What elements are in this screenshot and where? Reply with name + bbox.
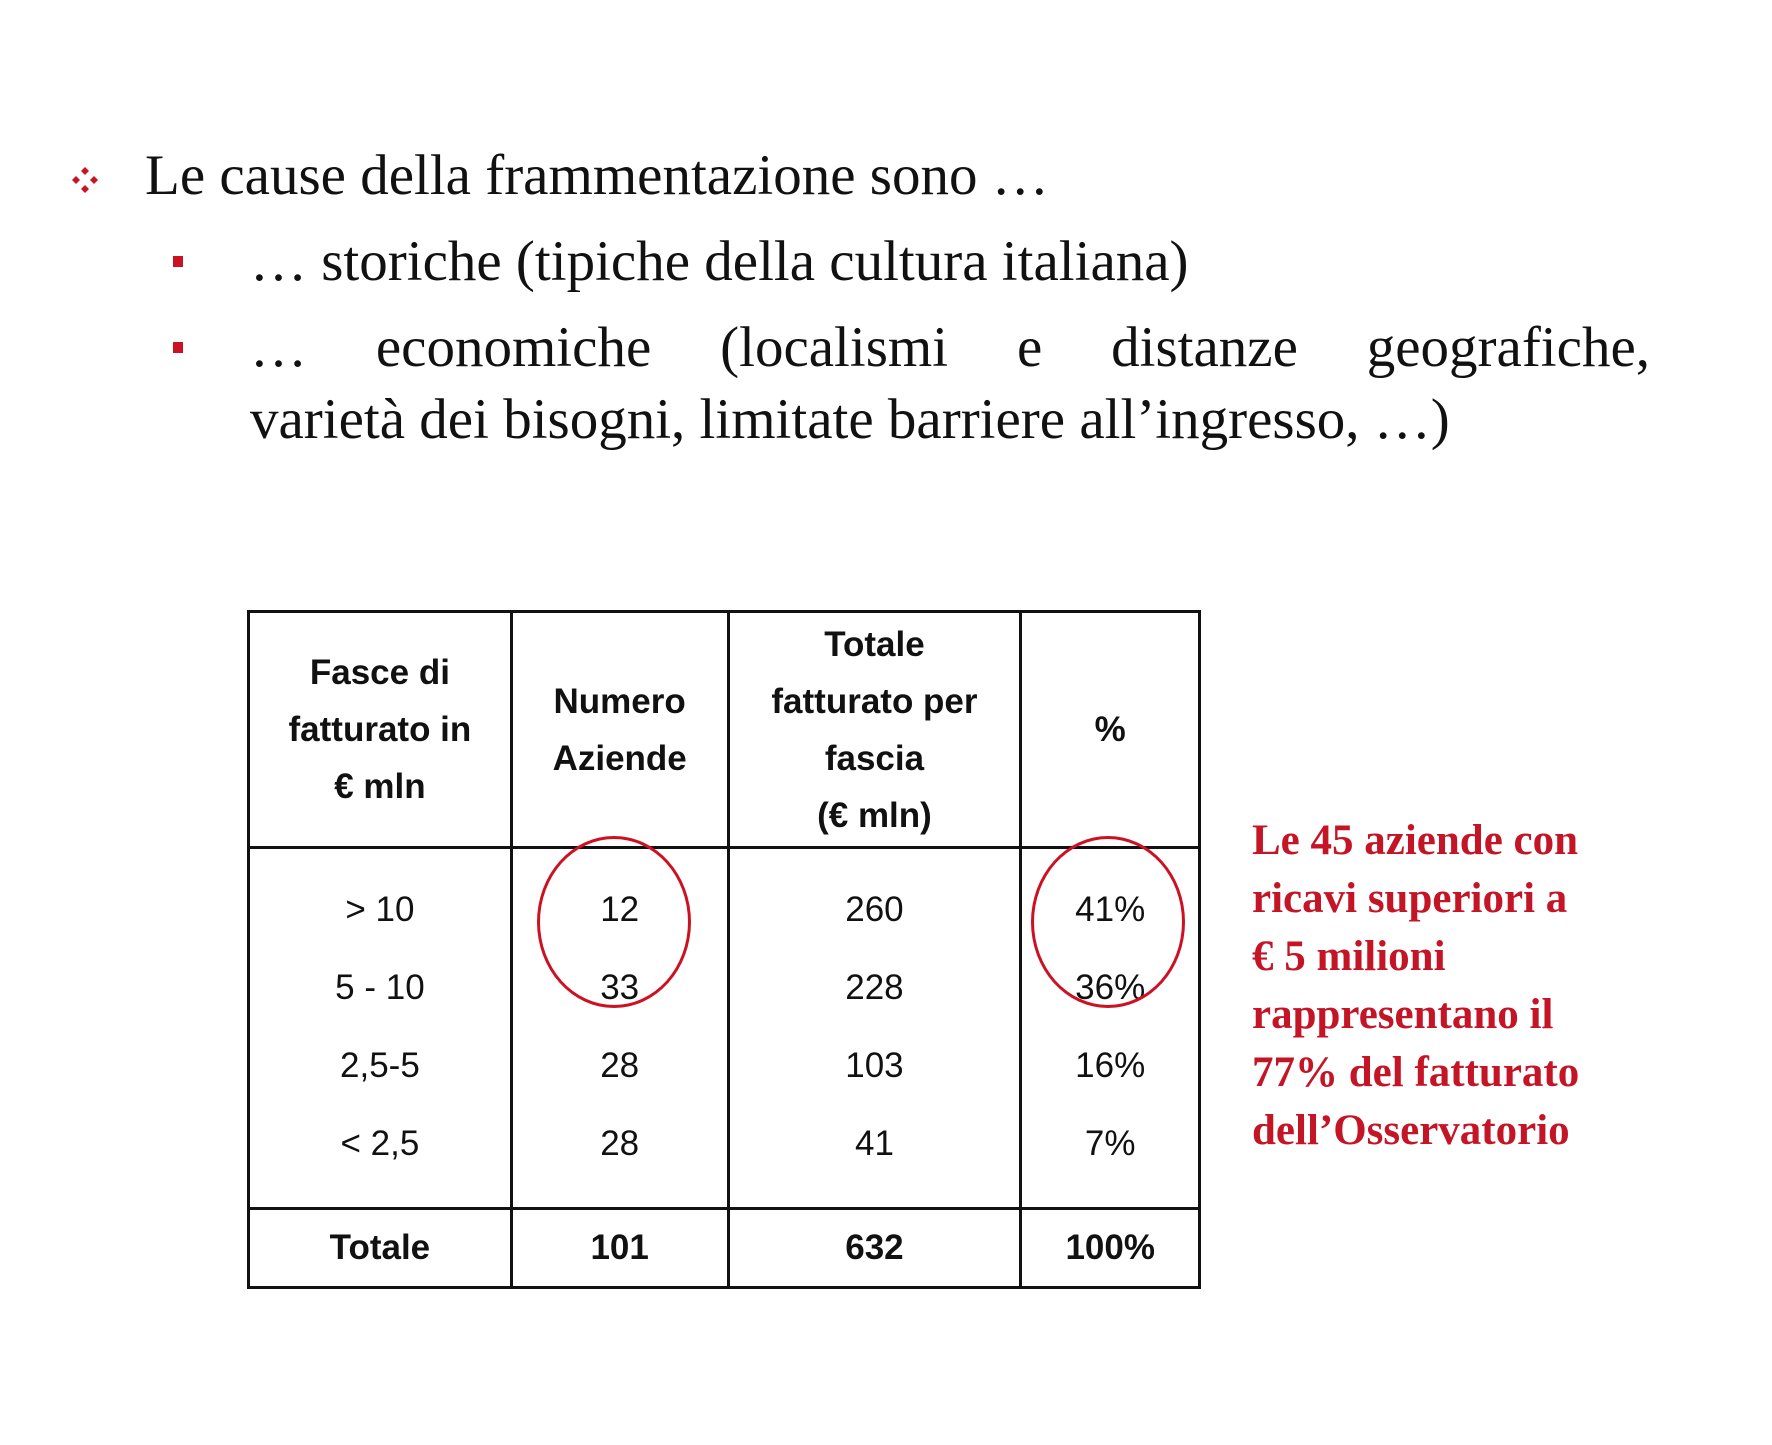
table-cell: 2,5-5 bbox=[249, 1027, 512, 1105]
table-total-row bbox=[249, 1209, 1200, 1288]
total-label: Totale bbox=[249, 1209, 512, 1288]
total-companies: 101 bbox=[511, 1209, 728, 1288]
sub-bullet-text-line2: varietà dei bisogni, limitate barriere all’ingresso, …) bbox=[250, 388, 1450, 451]
highlight-circle-company-count bbox=[537, 836, 691, 1008]
table-cell: 36% bbox=[1021, 949, 1200, 1027]
highlight-circle-percentage bbox=[1031, 836, 1185, 1008]
table-cell: 103 bbox=[728, 1027, 1021, 1105]
main-bullet-text: Le cause della frammentazione sono … bbox=[145, 144, 1049, 207]
table-cell: 7% bbox=[1021, 1105, 1200, 1209]
header-revenue-band: Fasce di fatturato in € mln bbox=[249, 612, 512, 848]
table-cell: 41 bbox=[728, 1105, 1021, 1209]
square-icon bbox=[173, 342, 183, 353]
callout-note: Le 45 aziende con ricavi superiori a € 5 milioni rappresentano il 77% del fatturato dell’Osservatorio bbox=[1252, 817, 1580, 1154]
header-percentage: % bbox=[1021, 612, 1200, 848]
table-cell: 33 bbox=[511, 949, 728, 1027]
table-row bbox=[249, 1105, 1200, 1209]
diamond-icon bbox=[72, 167, 98, 193]
total-percentage: 100% bbox=[1021, 1209, 1200, 1288]
table-cell: > 10 bbox=[249, 848, 512, 950]
sub-bullet-text-line1: … economiche (localismi e distanze geografiche, bbox=[250, 316, 1650, 379]
table-cell: 28 bbox=[511, 1027, 728, 1105]
table-cell: < 2,5 bbox=[249, 1105, 512, 1209]
total-revenue: 632 bbox=[728, 1209, 1021, 1288]
table-cell: 260 bbox=[728, 848, 1021, 950]
table-header-row bbox=[249, 612, 1200, 848]
header-company-count: Numero Aziende bbox=[511, 612, 728, 848]
table-cell: 41% bbox=[1021, 848, 1200, 950]
table-cell: 228 bbox=[728, 949, 1021, 1027]
table-cell: 16% bbox=[1021, 1027, 1200, 1105]
header-total-revenue: Totale fatturato per fascia (€ mln) bbox=[728, 612, 1021, 848]
table-cell: 12 bbox=[511, 848, 728, 950]
square-icon bbox=[173, 256, 183, 267]
table-cell: 28 bbox=[511, 1105, 728, 1209]
table-row bbox=[249, 1027, 1200, 1105]
sub-bullet-text: … storiche (tipiche della cultura italiana) bbox=[250, 230, 1189, 293]
table-cell: 5 - 10 bbox=[249, 949, 512, 1027]
